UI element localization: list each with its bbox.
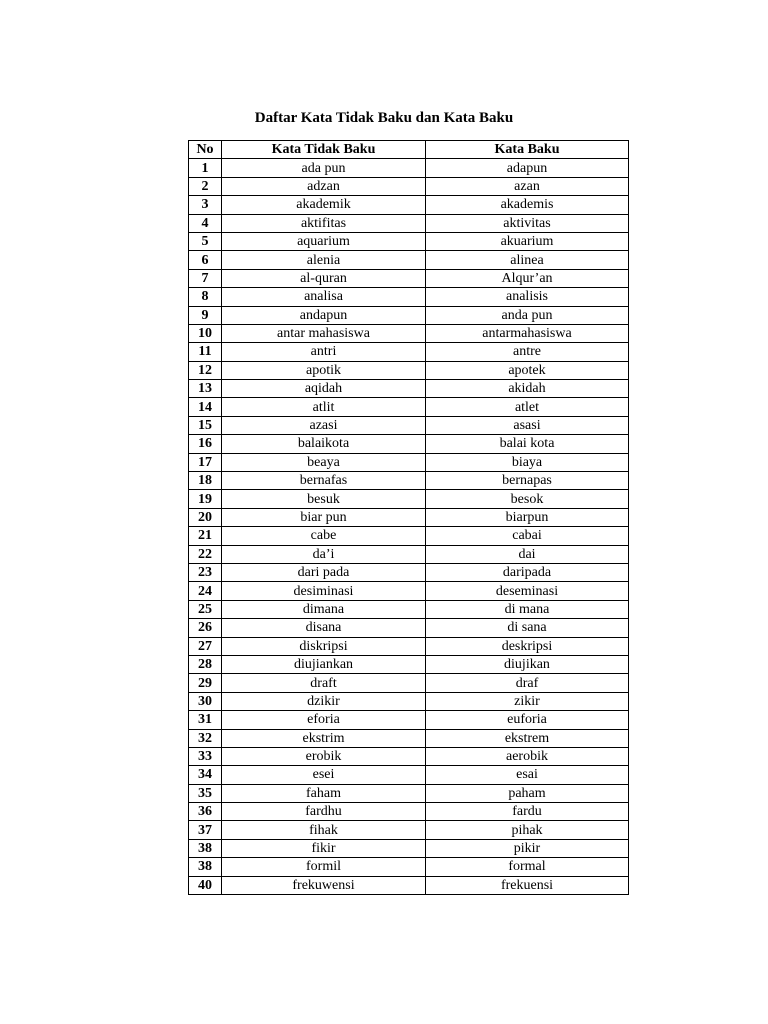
standard-word: akidah bbox=[426, 380, 629, 398]
row-number: 11 bbox=[189, 343, 222, 361]
standard-word: adapun bbox=[426, 159, 629, 177]
row-number: 17 bbox=[189, 453, 222, 471]
table-row bbox=[189, 637, 629, 655]
header-standard: Kata Baku bbox=[426, 141, 629, 159]
row-number: 4 bbox=[189, 214, 222, 232]
row-number: 37 bbox=[189, 821, 222, 839]
table-row bbox=[189, 251, 629, 269]
standard-word: deskripsi bbox=[426, 637, 629, 655]
table-row bbox=[189, 435, 629, 453]
row-number: 10 bbox=[189, 324, 222, 342]
row-number: 1 bbox=[189, 159, 222, 177]
row-number: 35 bbox=[189, 784, 222, 802]
non-standard-word: antri bbox=[222, 343, 426, 361]
standard-word: biaya bbox=[426, 453, 629, 471]
table-row bbox=[189, 490, 629, 508]
row-number: 33 bbox=[189, 747, 222, 765]
non-standard-word: frekuwensi bbox=[222, 876, 426, 894]
non-standard-word: balaikota bbox=[222, 435, 426, 453]
table-row bbox=[189, 232, 629, 250]
table-row bbox=[189, 839, 629, 857]
non-standard-word: apotik bbox=[222, 361, 426, 379]
table-row bbox=[189, 729, 629, 747]
non-standard-word: diskripsi bbox=[222, 637, 426, 655]
non-standard-word: disana bbox=[222, 619, 426, 637]
row-number: 15 bbox=[189, 416, 222, 434]
non-standard-word: fihak bbox=[222, 821, 426, 839]
row-number: 22 bbox=[189, 545, 222, 563]
standard-word: aktivitas bbox=[426, 214, 629, 232]
table-row bbox=[189, 343, 629, 361]
standard-word: anda pun bbox=[426, 306, 629, 324]
non-standard-word: atlit bbox=[222, 398, 426, 416]
standard-word: pikir bbox=[426, 839, 629, 857]
row-number: 12 bbox=[189, 361, 222, 379]
standard-word: biarpun bbox=[426, 508, 629, 526]
standard-word: aerobik bbox=[426, 747, 629, 765]
table-row bbox=[189, 214, 629, 232]
standard-word: di sana bbox=[426, 619, 629, 637]
table-row bbox=[189, 361, 629, 379]
table-row bbox=[189, 453, 629, 471]
row-number: 5 bbox=[189, 232, 222, 250]
table-row bbox=[189, 858, 629, 876]
standard-word: besok bbox=[426, 490, 629, 508]
non-standard-word: al-quran bbox=[222, 269, 426, 287]
non-standard-word: antar mahasiswa bbox=[222, 324, 426, 342]
non-standard-word: eforia bbox=[222, 711, 426, 729]
row-number: 2 bbox=[189, 177, 222, 195]
table-row bbox=[189, 545, 629, 563]
non-standard-word: azasi bbox=[222, 416, 426, 434]
page-title: Daftar Kata Tidak Baku dan Kata Baku bbox=[254, 110, 514, 126]
table-row bbox=[189, 766, 629, 784]
standard-word: deseminasi bbox=[426, 582, 629, 600]
non-standard-word: draft bbox=[222, 674, 426, 692]
non-standard-word: dzikir bbox=[222, 692, 426, 710]
non-standard-word: aqidah bbox=[222, 380, 426, 398]
row-number: 29 bbox=[189, 674, 222, 692]
non-standard-word: besuk bbox=[222, 490, 426, 508]
row-number: 20 bbox=[189, 508, 222, 526]
word-table bbox=[188, 140, 629, 895]
non-standard-word: analisa bbox=[222, 288, 426, 306]
standard-word: daripada bbox=[426, 563, 629, 581]
row-number: 28 bbox=[189, 655, 222, 673]
standard-word: asasi bbox=[426, 416, 629, 434]
non-standard-word: ekstrim bbox=[222, 729, 426, 747]
table-row bbox=[189, 747, 629, 765]
row-number: 40 bbox=[189, 876, 222, 894]
non-standard-word: dimana bbox=[222, 600, 426, 618]
standard-word: antarmahasiswa bbox=[426, 324, 629, 342]
non-standard-word: formil bbox=[222, 858, 426, 876]
row-number: 38 bbox=[189, 858, 222, 876]
header-no: No bbox=[189, 141, 222, 159]
row-number: 30 bbox=[189, 692, 222, 710]
table-row bbox=[189, 563, 629, 581]
standard-word: akuarium bbox=[426, 232, 629, 250]
standard-word: azan bbox=[426, 177, 629, 195]
standard-word: formal bbox=[426, 858, 629, 876]
row-number: 19 bbox=[189, 490, 222, 508]
table-row bbox=[189, 398, 629, 416]
standard-word: balai kota bbox=[426, 435, 629, 453]
non-standard-word: alenia bbox=[222, 251, 426, 269]
table-row bbox=[189, 711, 629, 729]
non-standard-word: diujiankan bbox=[222, 655, 426, 673]
standard-word: cabai bbox=[426, 527, 629, 545]
standard-word: alinea bbox=[426, 251, 629, 269]
row-number: 24 bbox=[189, 582, 222, 600]
standard-word: bernapas bbox=[426, 472, 629, 490]
table-row bbox=[189, 821, 629, 839]
standard-word: zikir bbox=[426, 692, 629, 710]
non-standard-word: dari pada bbox=[222, 563, 426, 581]
row-number: 18 bbox=[189, 472, 222, 490]
header-row bbox=[189, 141, 629, 159]
row-number: 27 bbox=[189, 637, 222, 655]
row-number: 6 bbox=[189, 251, 222, 269]
row-number: 16 bbox=[189, 435, 222, 453]
row-number: 26 bbox=[189, 619, 222, 637]
table-row bbox=[189, 159, 629, 177]
row-number: 3 bbox=[189, 196, 222, 214]
non-standard-word: bernafas bbox=[222, 472, 426, 490]
table-row bbox=[189, 416, 629, 434]
table-row bbox=[189, 472, 629, 490]
row-number: 9 bbox=[189, 306, 222, 324]
table-row bbox=[189, 582, 629, 600]
non-standard-word: faham bbox=[222, 784, 426, 802]
non-standard-word: da’i bbox=[222, 545, 426, 563]
table-row bbox=[189, 324, 629, 342]
row-number: 14 bbox=[189, 398, 222, 416]
non-standard-word: erobik bbox=[222, 747, 426, 765]
standard-word: analisis bbox=[426, 288, 629, 306]
standard-word: atlet bbox=[426, 398, 629, 416]
non-standard-word: adzan bbox=[222, 177, 426, 195]
row-number: 32 bbox=[189, 729, 222, 747]
table-row bbox=[189, 692, 629, 710]
row-number: 13 bbox=[189, 380, 222, 398]
table-row bbox=[189, 508, 629, 526]
table-row bbox=[189, 177, 629, 195]
table-body bbox=[189, 159, 629, 895]
row-number: 34 bbox=[189, 766, 222, 784]
standard-word: frekuensi bbox=[426, 876, 629, 894]
non-standard-word: aquarium bbox=[222, 232, 426, 250]
table-row bbox=[189, 527, 629, 545]
non-standard-word: desiminasi bbox=[222, 582, 426, 600]
standard-word: diujikan bbox=[426, 655, 629, 673]
non-standard-word: cabe bbox=[222, 527, 426, 545]
table-row bbox=[189, 655, 629, 673]
table-row bbox=[189, 619, 629, 637]
standard-word: antre bbox=[426, 343, 629, 361]
standard-word: paham bbox=[426, 784, 629, 802]
table-row bbox=[189, 380, 629, 398]
standard-word: euforia bbox=[426, 711, 629, 729]
standard-word: fardu bbox=[426, 803, 629, 821]
standard-word: pihak bbox=[426, 821, 629, 839]
standard-word: esai bbox=[426, 766, 629, 784]
row-number: 8 bbox=[189, 288, 222, 306]
table-header bbox=[189, 141, 629, 159]
row-number: 23 bbox=[189, 563, 222, 581]
non-standard-word: fardhu bbox=[222, 803, 426, 821]
table-row bbox=[189, 876, 629, 894]
row-number: 38 bbox=[189, 839, 222, 857]
row-number: 7 bbox=[189, 269, 222, 287]
non-standard-word: andapun bbox=[222, 306, 426, 324]
row-number: 25 bbox=[189, 600, 222, 618]
non-standard-word: akademik bbox=[222, 196, 426, 214]
table-row bbox=[189, 600, 629, 618]
standard-word: di mana bbox=[426, 600, 629, 618]
table-row bbox=[189, 674, 629, 692]
standard-word: akademis bbox=[426, 196, 629, 214]
row-number: 21 bbox=[189, 527, 222, 545]
table-row bbox=[189, 196, 629, 214]
table-row bbox=[189, 269, 629, 287]
table-row bbox=[189, 803, 629, 821]
non-standard-word: beaya bbox=[222, 453, 426, 471]
standard-word: Alqur’an bbox=[426, 269, 629, 287]
non-standard-word: aktifitas bbox=[222, 214, 426, 232]
table-row bbox=[189, 288, 629, 306]
header-non-standard: Kata Tidak Baku bbox=[222, 141, 426, 159]
standard-word: draf bbox=[426, 674, 629, 692]
table-row bbox=[189, 784, 629, 802]
non-standard-word: esei bbox=[222, 766, 426, 784]
table-row bbox=[189, 306, 629, 324]
standard-word: dai bbox=[426, 545, 629, 563]
non-standard-word: ada pun bbox=[222, 159, 426, 177]
non-standard-word: fikir bbox=[222, 839, 426, 857]
non-standard-word: biar pun bbox=[222, 508, 426, 526]
standard-word: ekstrem bbox=[426, 729, 629, 747]
row-number: 31 bbox=[189, 711, 222, 729]
row-number: 36 bbox=[189, 803, 222, 821]
standard-word: apotek bbox=[426, 361, 629, 379]
